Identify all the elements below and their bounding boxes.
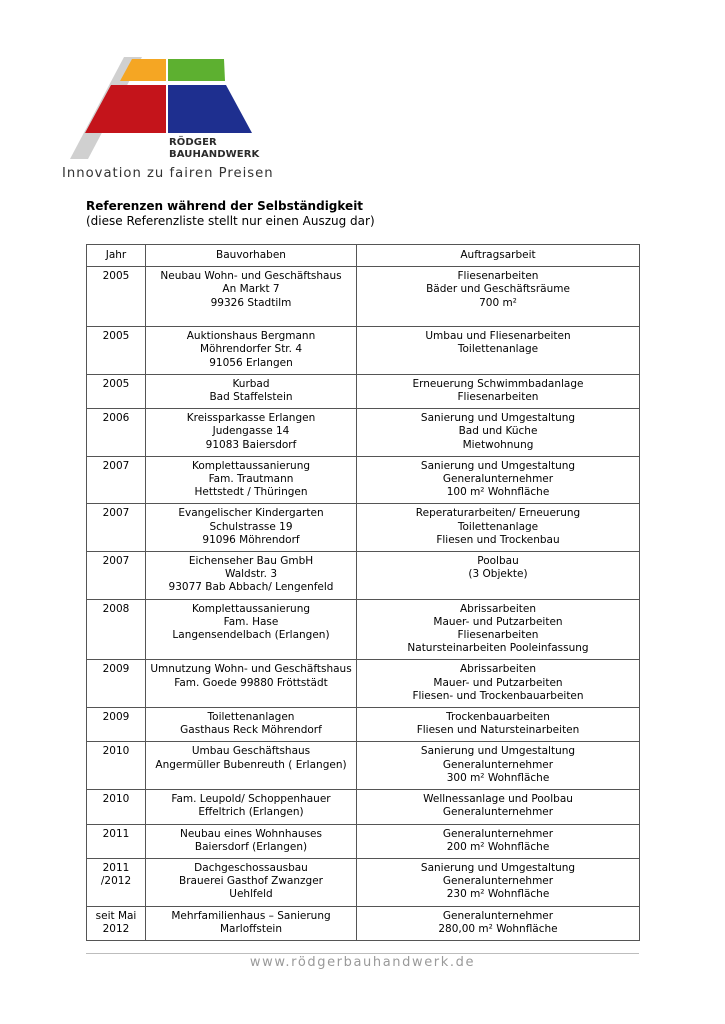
logo-name-line2: BAUHANDWERK (169, 149, 260, 160)
cell-work-line: Mauer- und Putzarbeiten (433, 676, 563, 689)
cell-work-line: Fliesenarbeiten (457, 270, 539, 283)
cell-work-line: Natursteinarbeiten Pooleinfassung (407, 642, 589, 655)
cell-work (357, 742, 640, 790)
cell-project-line: Angermüller Bubenreuth ( Erlangen) (155, 758, 347, 771)
cell-work-line: Erneuerung Schwimmbadanlage (412, 377, 584, 390)
table-row (87, 790, 640, 824)
cell-project (146, 327, 357, 375)
cell-work-line: 230 m² Wohnfläche (446, 888, 550, 901)
logo-company-name (169, 137, 259, 161)
cell-year-line: 2009 (102, 663, 130, 676)
cell-year-line: 2007 (102, 555, 130, 568)
cell-work-line: 700 m² (479, 296, 517, 309)
table-row (87, 504, 640, 552)
cell-project (146, 660, 357, 708)
cell-project (146, 824, 357, 858)
cell-work-line: Wellnessanlage und Poolbau (423, 793, 573, 806)
cell-project-line: Neubau Wohn- und Geschäftshaus (160, 270, 342, 283)
cell-work-line: 200 m² Wohnfläche (446, 840, 550, 853)
cell-work (357, 824, 640, 858)
table-row (87, 858, 640, 906)
cell-work-line: Mauer- und Putzarbeiten (433, 615, 563, 628)
cell-project-line: Uehlfeld (229, 888, 273, 901)
cell-work-line: Umbau und Fliesenarbeiten (425, 330, 571, 343)
cell-work-line: Bäder und Geschäftsräume (426, 283, 570, 296)
cell-work-line: Bad und Küche (458, 425, 538, 438)
table-row (87, 742, 640, 790)
cell-work-line: Generalunternehmer (442, 758, 554, 771)
table-row (87, 267, 640, 327)
cell-work-line: Reperaturarbeiten/ Erneuerung (415, 507, 581, 520)
cell-year-line: 2011 (102, 861, 130, 874)
cell-project-line: 91096 Möhrendorf (202, 533, 300, 546)
cell-project (146, 456, 357, 504)
cell-project-line: Gasthaus Reck Möhrendorf (180, 724, 322, 737)
cell-work-line: Sanierung und Umgestaltung (420, 745, 576, 758)
cell-project-line: Effeltrich (Erlangen) (198, 806, 304, 819)
column-header-year: Jahr (87, 245, 146, 267)
cell-project (146, 504, 357, 552)
tagline: Innovation zu fairen Preisen (62, 166, 274, 181)
cell-project-line: Fam. Leupold/ Schoppenhauer (171, 793, 331, 806)
cell-project-line: Toilettenanlagen (207, 711, 295, 724)
cell-work (357, 504, 640, 552)
cell-project-line: 93077 Bab Abbach/ Lengenfeld (168, 581, 334, 594)
cell-project-line: Komplettaussanierung (191, 459, 311, 472)
cell-project-line: Evangelischer Kindergarten (178, 507, 324, 520)
cell-year (87, 660, 146, 708)
cell-project-line: Langensendelbach (Erlangen) (172, 629, 330, 642)
cell-work (357, 708, 640, 742)
cell-year-line: 2005 (102, 330, 130, 343)
table-body (87, 267, 640, 941)
cell-project-line: Bad Staffelstein (209, 391, 293, 404)
cell-project-line: 91083 Baiersdorf (205, 438, 297, 451)
footer-divider (86, 953, 639, 954)
cell-project-line: Judengasse 14 (212, 425, 290, 438)
cell-year-line: 2007 (102, 507, 130, 520)
cell-project-line: Komplettaussanierung (191, 602, 311, 615)
cell-year (87, 742, 146, 790)
footer-website-url: www.rödgerbauhandwerk.de (249, 955, 476, 970)
cell-year (87, 824, 146, 858)
cell-project-line: Eichenseher Bau GmbH (188, 555, 314, 568)
references-heading (86, 199, 375, 229)
cell-year (87, 708, 146, 742)
cell-project-line: Marloffstein (219, 922, 282, 935)
cell-project (146, 906, 357, 940)
cell-year (87, 267, 146, 327)
cell-work-line: Fliesen und Natursteinarbeiten (416, 724, 580, 737)
cell-year-line: 2010 (102, 793, 130, 806)
cell-work (357, 374, 640, 408)
cell-work-line: Poolbau (477, 555, 519, 568)
cell-work (357, 858, 640, 906)
cell-year (87, 858, 146, 906)
cell-year-line: 2010 (102, 745, 130, 758)
heading-title: Referenzen während der Selbständigkeit (86, 199, 364, 213)
cell-project-line: Kurbad (232, 377, 270, 390)
cell-work (357, 552, 640, 600)
cell-year (87, 456, 146, 504)
logo-name-line1: RÖDGER (169, 137, 217, 148)
cell-project-line: Waldstr. 3 (224, 568, 278, 581)
cell-work-line: 280,00 m² Wohnfläche (438, 922, 558, 935)
cell-project-line: Mehrfamilienhaus – Sanierung (171, 909, 331, 922)
cell-year (87, 790, 146, 824)
cell-work-line: Abrissarbeiten (459, 663, 537, 676)
cell-project-line: Möhrendorfer Str. 4 (199, 343, 303, 356)
logo-blue-block (168, 85, 252, 133)
table-row (87, 660, 640, 708)
cell-work-line: Abrissarbeiten (459, 602, 537, 615)
cell-work-line: Generalunternehmer (442, 909, 554, 922)
cell-year-line: 2009 (102, 711, 130, 724)
cell-work-line: Fliesenarbeiten (457, 629, 539, 642)
cell-project-line: Baiersdorf (Erlangen) (194, 840, 308, 853)
cell-year (87, 327, 146, 375)
cell-project-line: 99326 Stadtilm (210, 296, 292, 309)
cell-work-line: Toilettenanlage (457, 343, 539, 356)
cell-project-line: An Markt 7 (222, 283, 280, 296)
logo-green-block (168, 59, 225, 81)
cell-work-line: (3 Objekte) (468, 568, 528, 581)
cell-project-line: Neubau eines Wohnhauses (179, 827, 322, 840)
cell-year-line: 2008 (102, 602, 130, 615)
cell-year (87, 374, 146, 408)
table-row (87, 456, 640, 504)
cell-work-line: Toilettenanlage (457, 520, 539, 533)
cell-work (357, 660, 640, 708)
cell-project-line: Fam. Goede 99880 Fröttstädt (174, 676, 328, 689)
cell-work (357, 906, 640, 940)
cell-project-line: Umnutzung Wohn- und Geschäftshaus (150, 663, 352, 676)
cell-work-line: Fliesen und Trockenbau (436, 533, 560, 546)
table-row (87, 906, 640, 940)
cell-work-line: Generalunternehmer (442, 875, 554, 888)
cell-year-line: 2007 (102, 459, 130, 472)
cell-year (87, 599, 146, 660)
table-row (87, 824, 640, 858)
cell-year (87, 409, 146, 457)
cell-work (357, 790, 640, 824)
column-header-work: Auftragsarbeit (357, 245, 640, 267)
cell-work-line: Generalunternehmer (442, 473, 554, 486)
cell-project (146, 790, 357, 824)
cell-work (357, 267, 640, 327)
cell-project-line: 91056 Erlangen (209, 356, 293, 369)
table-row (87, 409, 640, 457)
cell-work-line: Sanierung und Umgestaltung (420, 412, 576, 425)
cell-work-line: Generalunternehmer (442, 827, 554, 840)
cell-work-line: Sanierung und Umgestaltung (420, 861, 576, 874)
cell-work (357, 599, 640, 660)
cell-work-line: Sanierung und Umgestaltung (420, 459, 576, 472)
cell-project (146, 708, 357, 742)
cell-project (146, 552, 357, 600)
cell-work-line: Trockenbauarbeiten (446, 711, 550, 724)
cell-work-line: 300 m² Wohnfläche (446, 771, 550, 784)
cell-year (87, 906, 146, 940)
cell-work-line: Fliesen- und Trockenbauarbeiten (412, 689, 584, 702)
cell-project-line: Fam. Trautmann (208, 473, 294, 486)
cell-year-line: 2005 (102, 377, 130, 390)
cell-project (146, 374, 357, 408)
cell-project-line: Auktionshaus Bergmann (186, 330, 316, 343)
cell-work-line: Generalunternehmer (442, 806, 554, 819)
table-row (87, 708, 640, 742)
table-row (87, 599, 640, 660)
cell-year-line: /2012 (100, 875, 132, 888)
cell-work-line: Mietwohnung (462, 438, 534, 451)
cell-project-line: Schulstrasse 19 (209, 520, 293, 533)
cell-work-line: Fliesenarbeiten (457, 391, 539, 404)
cell-year-line: 2012 (102, 922, 130, 935)
cell-project-line: Fam. Hase (223, 615, 279, 628)
cell-year-line: seit Mai (95, 909, 137, 922)
cell-year (87, 552, 146, 600)
cell-work (357, 409, 640, 457)
cell-project (146, 742, 357, 790)
table-header-row (87, 245, 640, 267)
cell-year (87, 504, 146, 552)
cell-work (357, 456, 640, 504)
cell-project-line: Kreissparkasse Erlangen (186, 412, 316, 425)
cell-year-line: 2006 (102, 412, 130, 425)
cell-project-line: Brauerei Gasthof Zwanzger (179, 875, 323, 888)
table-row (87, 374, 640, 408)
cell-project-line: Hettstedt / Thüringen (194, 486, 308, 499)
cell-project (146, 267, 357, 327)
column-header-project: Bauvorhaben (146, 245, 357, 267)
references-table (86, 244, 640, 941)
cell-project-line: Umbau Geschäftshaus (191, 745, 311, 758)
table-row (87, 552, 640, 600)
heading-subtitle: (diese Referenzliste stellt nur einen Auszug dar) (86, 214, 375, 228)
cell-project (146, 409, 357, 457)
cell-work-line: 100 m² Wohnfläche (446, 486, 550, 499)
cell-project-line: Dachgeschossausbau (194, 861, 308, 874)
cell-work (357, 327, 640, 375)
cell-year-line: 2005 (102, 270, 130, 283)
cell-year-line: 2011 (102, 827, 130, 840)
table-row (87, 327, 640, 375)
cell-project (146, 599, 357, 660)
cell-project (146, 858, 357, 906)
